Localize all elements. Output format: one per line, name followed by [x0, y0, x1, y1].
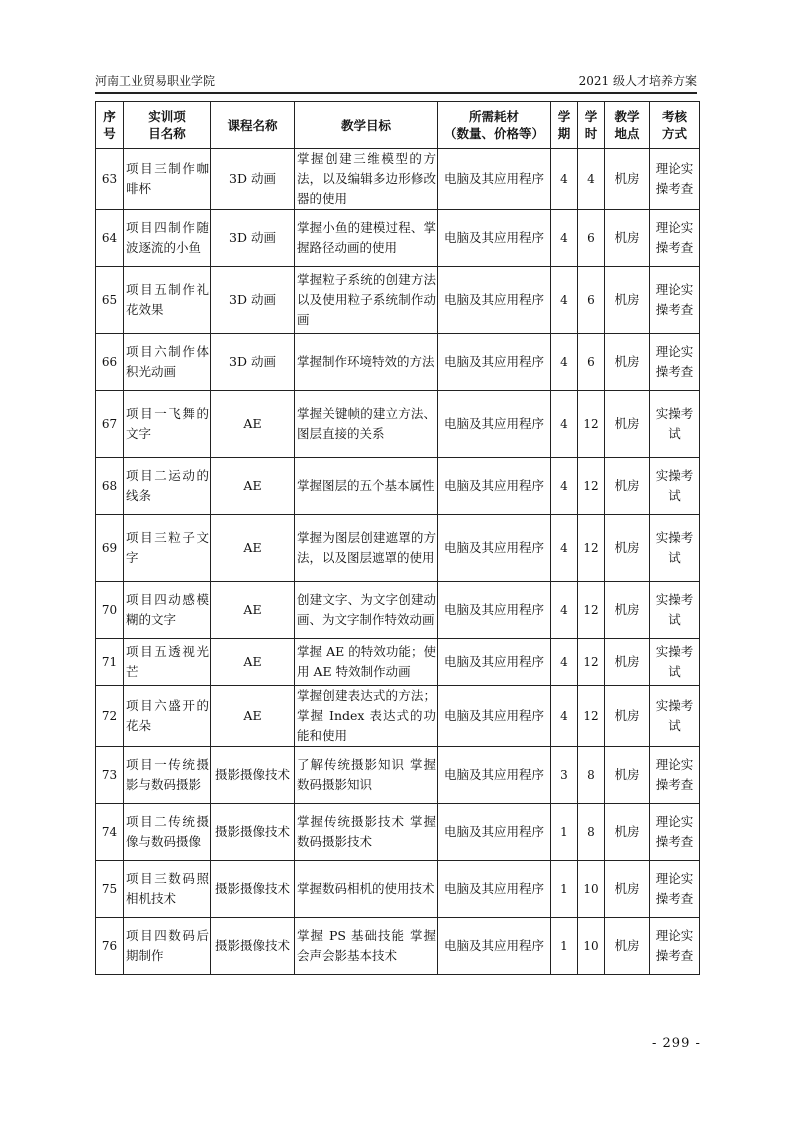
course-name-cell: 3D 动画: [211, 267, 295, 334]
row-number-cell: 66: [96, 334, 124, 391]
header-line: 序: [103, 109, 116, 124]
course-name-cell: 摄影摄像技术: [211, 804, 295, 861]
course-name-cell: AE: [211, 458, 295, 515]
project-name-cell: 项目二传统摄像与数码摄像: [124, 804, 211, 861]
header-line: 考核: [661, 109, 687, 124]
document-title: 2021 级人才培养方案: [578, 74, 697, 88]
row-number-cell: 73: [96, 747, 124, 804]
term-cell: 1: [551, 861, 578, 918]
course-name-cell: AE: [211, 686, 295, 747]
assessment-cell: 实操考试: [650, 515, 700, 582]
row-number-cell: 75: [96, 861, 124, 918]
term-cell: 4: [551, 515, 578, 582]
teaching-goal-cell: 掌握制作环境特效的方法: [295, 334, 438, 391]
course-name-cell: AE: [211, 582, 295, 639]
header-line: 所需耗材: [468, 109, 519, 124]
table-row: [96, 639, 700, 686]
teaching-goal-cell: 掌握传统摄影技术 掌握数码摄影技术: [295, 804, 438, 861]
project-name-cell: 项目五透视光芒: [124, 639, 211, 686]
materials-cell: 电脑及其应用程序: [438, 515, 551, 582]
hours-cell: 12: [578, 391, 605, 458]
table-row: [96, 918, 700, 975]
table-body: [96, 149, 700, 975]
project-name-cell: 项目四动感模糊的文字: [124, 582, 211, 639]
term-cell: 1: [551, 804, 578, 861]
materials-cell: 电脑及其应用程序: [438, 804, 551, 861]
hours-cell: 12: [578, 686, 605, 747]
header-line: 目名称: [148, 126, 186, 141]
hours-cell: 6: [578, 210, 605, 267]
course-name-cell: AE: [211, 639, 295, 686]
table-header-row: [96, 102, 700, 149]
teaching-goal-cell: 掌握图层的五个基本属性: [295, 458, 438, 515]
col-hours-header: [578, 102, 605, 149]
header-line: 地点: [614, 126, 640, 141]
materials-cell: 电脑及其应用程序: [438, 391, 551, 458]
row-number-cell: 76: [96, 918, 124, 975]
table-row: [96, 686, 700, 747]
location-cell: 机房: [605, 391, 650, 458]
assessment-cell: 实操考试: [650, 582, 700, 639]
row-number-cell: 72: [96, 686, 124, 747]
row-number-cell: 68: [96, 458, 124, 515]
table-row: [96, 267, 700, 334]
teaching-goal-cell: 掌握为图层创建遮罩的方法，以及图层遮罩的使用: [295, 515, 438, 582]
location-cell: 机房: [605, 149, 650, 210]
hours-cell: 10: [578, 861, 605, 918]
term-cell: 1: [551, 918, 578, 975]
project-name-cell: 项目一传统摄影与数码摄影: [124, 747, 211, 804]
materials-cell: 电脑及其应用程序: [438, 918, 551, 975]
institution-name: 河南工业贸易职业学院: [95, 74, 216, 88]
project-name-cell: 项目六盛开的花朵: [124, 686, 211, 747]
materials-cell: 电脑及其应用程序: [438, 747, 551, 804]
header-line: 学: [584, 109, 598, 124]
table-row: [96, 582, 700, 639]
hours-cell: 4: [578, 149, 605, 210]
teaching-goal-cell: 掌握数码相机的使用技术: [295, 861, 438, 918]
hours-cell: 6: [578, 267, 605, 334]
location-cell: 机房: [605, 582, 650, 639]
header-line: 学: [557, 109, 571, 124]
col-assess-header: [650, 102, 700, 149]
term-cell: 4: [551, 334, 578, 391]
assessment-cell: 理论实操考查: [650, 267, 700, 334]
term-cell: 4: [551, 267, 578, 334]
hours-cell: 8: [578, 747, 605, 804]
page-header: [95, 70, 697, 94]
row-number-cell: 63: [96, 149, 124, 210]
teaching-goal-cell: 掌握 PS 基础技能 掌握会声会影基本技术: [295, 918, 438, 975]
location-cell: 机房: [605, 747, 650, 804]
header-line: 教学目标: [340, 117, 391, 133]
header-line: 期: [557, 126, 571, 141]
location-cell: 机房: [605, 515, 650, 582]
materials-cell: 电脑及其应用程序: [438, 149, 551, 210]
col-goal-header: [295, 102, 438, 149]
project-name-cell: 项目三粒子文字: [124, 515, 211, 582]
project-name-cell: 项目四数码后期制作: [124, 918, 211, 975]
header-line: 课程名称: [227, 117, 278, 133]
table-row: [96, 210, 700, 267]
row-number-cell: 64: [96, 210, 124, 267]
assessment-cell: 实操考试: [650, 391, 700, 458]
col-no-header: [96, 102, 124, 149]
hours-cell: 8: [578, 804, 605, 861]
course-name-cell: 3D 动画: [211, 334, 295, 391]
project-name-cell: 项目六制作体积光动画: [124, 334, 211, 391]
assessment-cell: 实操考试: [650, 458, 700, 515]
term-cell: 4: [551, 391, 578, 458]
col-materials-header: [438, 102, 551, 149]
hours-cell: 12: [578, 582, 605, 639]
materials-cell: 电脑及其应用程序: [438, 458, 551, 515]
location-cell: 机房: [605, 334, 650, 391]
header-line: （数量、价格等）: [443, 126, 544, 141]
col-place-header: [605, 102, 650, 149]
course-name-cell: 3D 动画: [211, 149, 295, 210]
teaching-goal-cell: 掌握创建表达式的方法；掌握 Index 表达式的功能和使用: [295, 686, 438, 747]
header-line: 实训项: [148, 109, 186, 124]
materials-cell: 电脑及其应用程序: [438, 861, 551, 918]
header-line: 时: [584, 126, 598, 141]
location-cell: 机房: [605, 686, 650, 747]
training-projects-table: [95, 101, 700, 975]
location-cell: 机房: [605, 458, 650, 515]
location-cell: 机房: [605, 267, 650, 334]
term-cell: 4: [551, 582, 578, 639]
assessment-cell: 理论实操考查: [650, 334, 700, 391]
project-name-cell: 项目五制作礼花效果: [124, 267, 211, 334]
term-cell: 4: [551, 686, 578, 747]
course-name-cell: 摄影摄像技术: [211, 747, 295, 804]
row-number-cell: 65: [96, 267, 124, 334]
course-name-cell: AE: [211, 391, 295, 458]
term-cell: 4: [551, 210, 578, 267]
col-project-header: [124, 102, 211, 149]
table-row: [96, 391, 700, 458]
col-term-header: [551, 102, 578, 149]
project-name-cell: 项目四制作随波逐流的小鱼: [124, 210, 211, 267]
page-number: - 299 -: [652, 1036, 701, 1051]
teaching-goal-cell: 掌握粒子系统的创建方法以及使用粒子系统制作动画: [295, 267, 438, 334]
materials-cell: 电脑及其应用程序: [438, 334, 551, 391]
location-cell: 机房: [605, 861, 650, 918]
location-cell: 机房: [605, 918, 650, 975]
table-row: [96, 515, 700, 582]
teaching-goal-cell: 掌握 AE 的特效功能；使用 AE 特效制作动画: [295, 639, 438, 686]
header-line: 号: [103, 126, 116, 141]
assessment-cell: 理论实操考查: [650, 149, 700, 210]
teaching-goal-cell: 掌握小鱼的建模过程、掌握路径动画的使用: [295, 210, 438, 267]
project-name-cell: 项目一飞舞的文字: [124, 391, 211, 458]
assessment-cell: 理论实操考查: [650, 861, 700, 918]
row-number-cell: 67: [96, 391, 124, 458]
course-name-cell: 3D 动画: [211, 210, 295, 267]
course-name-cell: 摄影摄像技术: [211, 861, 295, 918]
teaching-goal-cell: 了解传统摄影知识 掌握数码摄影知识: [295, 747, 438, 804]
row-number-cell: 74: [96, 804, 124, 861]
term-cell: 4: [551, 639, 578, 686]
hours-cell: 6: [578, 334, 605, 391]
location-cell: 机房: [605, 210, 650, 267]
assessment-cell: 理论实操考查: [650, 747, 700, 804]
materials-cell: 电脑及其应用程序: [438, 582, 551, 639]
hours-cell: 10: [578, 918, 605, 975]
row-number-cell: 71: [96, 639, 124, 686]
assessment-cell: 理论实操考查: [650, 210, 700, 267]
assessment-cell: 实操考试: [650, 639, 700, 686]
teaching-goal-cell: 掌握创建三维模型的方法，以及编辑多边形修改器的使用: [295, 149, 438, 210]
term-cell: 4: [551, 458, 578, 515]
teaching-goal-cell: 创建文字、为文字创建动画、为文字制作特效动画: [295, 582, 438, 639]
header-line: 教学: [614, 109, 640, 124]
table-row: [96, 804, 700, 861]
row-number-cell: 70: [96, 582, 124, 639]
hours-cell: 12: [578, 458, 605, 515]
col-course-header: [211, 102, 295, 149]
term-cell: 3: [551, 747, 578, 804]
table-row: [96, 747, 700, 804]
materials-cell: 电脑及其应用程序: [438, 210, 551, 267]
project-name-cell: 项目三制作咖啡杯: [124, 149, 211, 210]
assessment-cell: 理论实操考查: [650, 918, 700, 975]
table-row: [96, 458, 700, 515]
teaching-goal-cell: 掌握关键帧的建立方法、图层直接的关系: [295, 391, 438, 458]
header-line: 方式: [661, 126, 687, 141]
table-row: [96, 149, 700, 210]
materials-cell: 电脑及其应用程序: [438, 639, 551, 686]
hours-cell: 12: [578, 515, 605, 582]
materials-cell: 电脑及其应用程序: [438, 686, 551, 747]
hours-cell: 12: [578, 639, 605, 686]
course-name-cell: AE: [211, 515, 295, 582]
location-cell: 机房: [605, 804, 650, 861]
table-row: [96, 334, 700, 391]
project-name-cell: 项目三数码照相机技术: [124, 861, 211, 918]
row-number-cell: 69: [96, 515, 124, 582]
assessment-cell: 实操考试: [650, 686, 700, 747]
course-name-cell: 摄影摄像技术: [211, 918, 295, 975]
assessment-cell: 理论实操考查: [650, 804, 700, 861]
location-cell: 机房: [605, 639, 650, 686]
materials-cell: 电脑及其应用程序: [438, 267, 551, 334]
project-name-cell: 项目二运动的线条: [124, 458, 211, 515]
table-row: [96, 861, 700, 918]
term-cell: 4: [551, 149, 578, 210]
